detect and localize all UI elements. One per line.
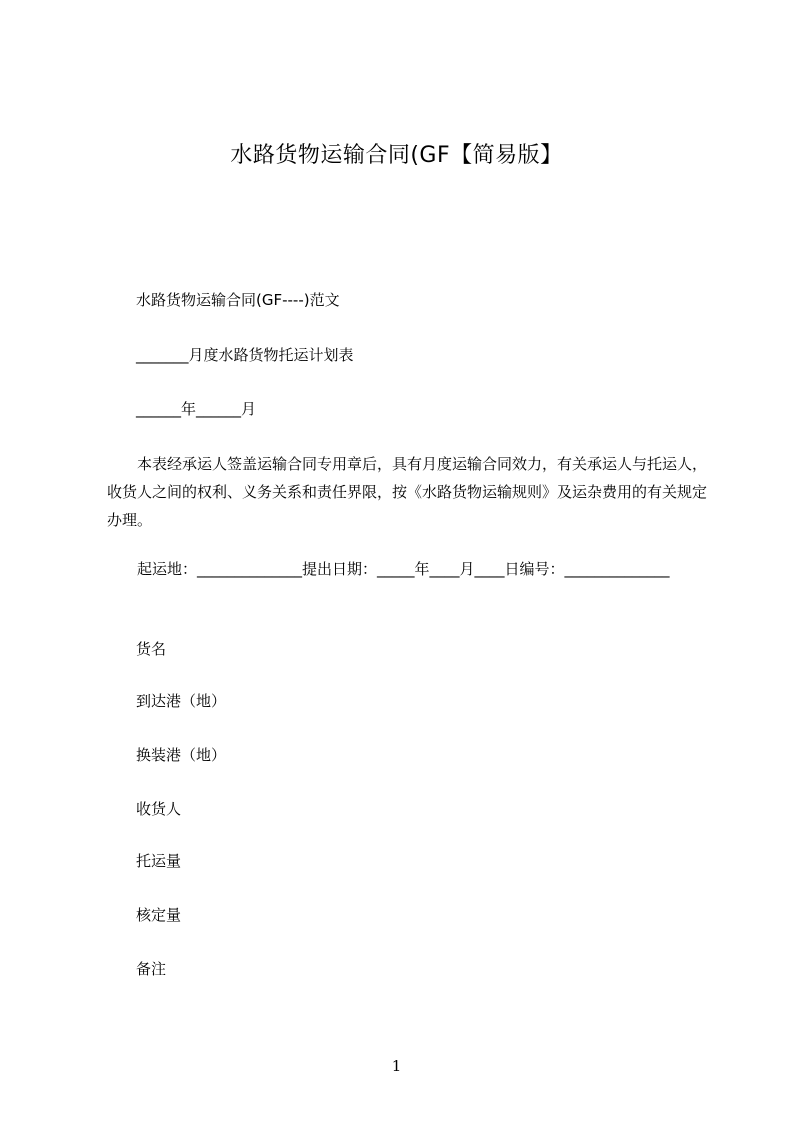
- document-subtitle: 水路货物运输合同(GF----)范文: [136, 291, 340, 309]
- field-consigned-quantity: 托运量: [136, 852, 182, 870]
- field-destination-port: 到达港（地）: [136, 692, 227, 710]
- document-title: 水路货物运输合同(GF【简易版】: [230, 143, 563, 168]
- body-paragraph: 本表经承运人签盖运输合同专用章后，具有月度运输合同效力，有关承运人与托运人，收货人之间的权利、义务关系和责任界限，按《水路货物运输规则》及运杂费用的有关规定办理。: [107, 455, 708, 529]
- plan-title: _______月度水路货物托运计划表: [136, 346, 354, 364]
- field-transshipment-port: 换装港（地）: [136, 746, 227, 764]
- page-number: 1: [391, 1057, 402, 1075]
- year-month-line: ______年______月: [136, 400, 257, 418]
- field-consignee: 收货人: [136, 800, 182, 818]
- field-cargo-name: 货名: [136, 640, 167, 658]
- origin-date-number-line: 起运地：______________提出日期：_____年____月____日编号：______________: [137, 560, 670, 578]
- field-approved-quantity: 核定量: [136, 906, 182, 924]
- field-remarks: 备注: [136, 960, 167, 978]
